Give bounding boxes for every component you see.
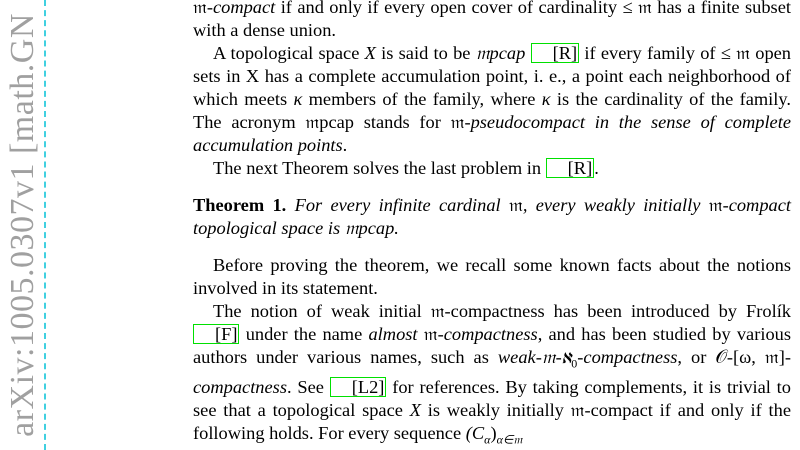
paper-body xyxy=(193,0,791,450)
citation-link-F[interactable]: [F] xyxy=(193,324,239,344)
citation-link-R[interactable]: [R] xyxy=(531,43,580,63)
citation-link-L2[interactable]: [L2] xyxy=(330,377,387,397)
paragraph-compact-definition: 𝔪-compact if and only if every open cover of cardinality ≤ 𝔪 has a finite subset with a dense union. xyxy=(193,0,791,40)
arxiv-identifier: arXiv:1005.0307v1 [math.GN xyxy=(4,13,41,437)
citation-link-R-2[interactable]: [R] xyxy=(546,158,595,178)
arxiv-sidebar xyxy=(0,0,46,450)
paragraph-mpcap-definition: A topological space X is said to be 𝔪pcap [R] if every family of ≤ 𝔪 open sets in X has a complete accumulation point, i. e., a point each neighborhood of which meets κ members of the family, where κ is the cardinality of the family. The acronym 𝔪pcap stands for 𝔪-pseudocompact in the sense of complete accumulation points. xyxy=(193,43,791,155)
paragraph-weak-initial-compactness: The notion of weak initial 𝔪-compactness has been introduced by Frolík [F] under the name almost 𝔪-compactness, and has been studied by various authors under various names, such as weak-𝔪-ℵ$_0$-compactness, or 𝒪-[ω, 𝔪]-compactness. See [L2] for references. By taking complements, it is trivial to see that a topological space X is weakly initially 𝔪-compact if and only if the following holds. For every sequence $(C_\alpha)_{\alpha\in 𝔪}$ xyxy=(193,301,791,447)
theorem-heading: Theorem 1. xyxy=(193,195,287,215)
paragraph-before-proof: Before proving the theorem, we recall some known facts about the notions involved in its statement. xyxy=(193,255,791,298)
term-mpcap: 𝔪pcap xyxy=(475,43,526,63)
paragraph-next-theorem: The next Theorem solves the last problem in [R] . xyxy=(213,158,599,178)
theorem-1: Theorem 1. For every infinite cardinal 𝔪, every weakly initially 𝔪-compact topological space is 𝔪pcap. xyxy=(193,195,792,238)
